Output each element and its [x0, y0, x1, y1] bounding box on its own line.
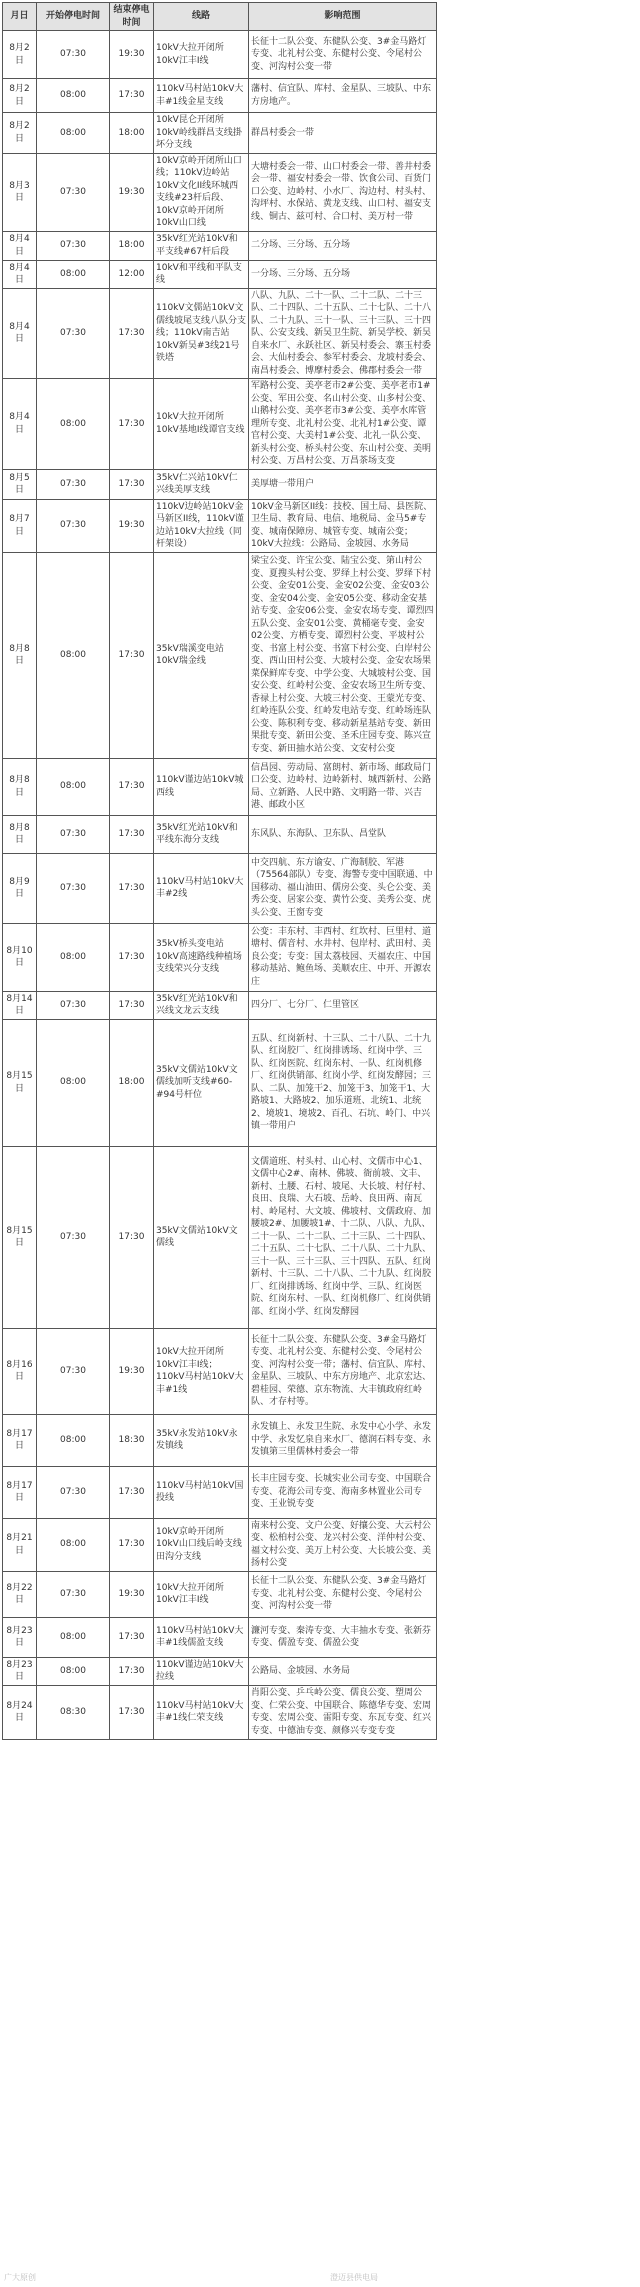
table-row	[3, 758, 437, 815]
table-row	[3, 1328, 437, 1414]
cell-line: 35kV仁兴站10kV仁兴线美厚支线	[154, 469, 249, 499]
cell-scope: 长征十二队公变、东健队公变、3#金马路灯专变、北礼村公变、东健村公变、令尾村公变、河沟村公变一带；藩村、信宜队、库村、金星队、三坡队、中东方房地产、北京宏达、碧桂园、荣德、京东物流、大丰镇政府红岭队、才存村等。	[249, 1328, 437, 1414]
cell-line: 110kV边岭站10kV金马新区II线，110kV谨边站10kV大拉线（同杆架设）	[154, 499, 249, 552]
cell-line: 110kV马村站10kV大丰#1线金星支线	[154, 79, 249, 113]
cell-date: 8月2日	[3, 79, 37, 113]
table-row	[3, 991, 437, 1019]
cell-line: 35kV红光站10kV和平线东海分支线	[154, 815, 249, 853]
cell-end-time: 17:30	[110, 1657, 154, 1685]
cell-date: 8月2日	[3, 31, 37, 79]
cell-end-time: 17:30	[110, 923, 154, 991]
cell-scope: 信昌园、劳动局、富朗村、新市场、邮政局门口公变、边岭村、边岭新村、城西新村、公路局、立新路、人民中路、文明路一带、兴吉港、邮政小区	[249, 758, 437, 815]
table-row	[3, 1019, 437, 1146]
cell-end-time: 18:00	[110, 1019, 154, 1146]
cell-start-time: 07:30	[37, 853, 110, 923]
table-row	[3, 288, 437, 379]
cell-start-time: 07:30	[37, 153, 110, 231]
cell-end-time: 17:30	[110, 758, 154, 815]
cell-start-time: 08:00	[37, 1518, 110, 1571]
cell-end-time: 17:30	[110, 991, 154, 1019]
cell-end-time: 17:30	[110, 1685, 154, 1739]
cell-end-time: 12:00	[110, 260, 154, 288]
cell-start-time: 08:00	[37, 1617, 110, 1657]
cell-start-time: 08:30	[37, 1685, 110, 1739]
cell-start-time: 08:00	[37, 552, 110, 758]
header-scope: 影响范围	[249, 3, 437, 31]
header-end-time: 结束停电时间	[110, 3, 154, 31]
cell-start-time: 08:00	[37, 923, 110, 991]
cell-line: 35kV红光站10kV和平支线#67杆后段	[154, 231, 249, 260]
cell-date: 8月9日	[3, 853, 37, 923]
cell-line: 110kV谨边站10kV大拉线	[154, 1657, 249, 1685]
header-date: 月日	[3, 3, 37, 31]
cell-line: 10kV京岭开闭所10kV山口线后岭支线田沟分支线	[154, 1518, 249, 1571]
table-row	[3, 1146, 437, 1328]
cell-end-time: 17:30	[110, 552, 154, 758]
cell-line: 10kV大拉开闭所10kV江丰I线；110kV马村站10kV大丰#1线	[154, 1328, 249, 1414]
cell-end-time: 17:30	[110, 853, 154, 923]
cell-end-time: 17:30	[110, 815, 154, 853]
watermark-left: 广大原创	[4, 2273, 36, 2282]
table-row	[3, 1657, 437, 1685]
cell-start-time: 08:00	[37, 1019, 110, 1146]
cell-scope: 长丰庄园专变、长城实业公司专变、中国联合专变、花海公司专变、海南多林置业公司专变、王业锐专变	[249, 1466, 437, 1518]
cell-date: 8月3日	[3, 153, 37, 231]
cell-scope: 永发镇上、永发卫生院、永发中心小学、永发中学、永发忆泉自来水厂、德润石料专变、永发镇第三里儒林村委会一带	[249, 1414, 437, 1466]
cell-date: 8月4日	[3, 288, 37, 379]
cell-end-time: 19:30	[110, 31, 154, 79]
table-row	[3, 853, 437, 923]
cell-date: 8月5日	[3, 469, 37, 499]
cell-start-time: 07:30	[37, 1466, 110, 1518]
table-row	[3, 31, 437, 79]
cell-end-time: 19:30	[110, 1571, 154, 1617]
cell-date: 8月17日	[3, 1414, 37, 1466]
cell-start-time: 07:30	[37, 1571, 110, 1617]
header-row	[3, 3, 437, 31]
table-body	[3, 31, 437, 1740]
cell-end-time: 17:30	[110, 1617, 154, 1657]
table-row	[3, 1617, 437, 1657]
table-row	[3, 113, 437, 154]
cell-end-time: 18:00	[110, 231, 154, 260]
cell-start-time: 08:00	[37, 379, 110, 470]
cell-line: 10kV京岭开闭所山口线；110kV边岭站10kV文化II线环城西支线#23杆后段、10kV京岭开闭所10kV山口线	[154, 153, 249, 231]
table-row	[3, 260, 437, 288]
table-row	[3, 552, 437, 758]
cell-date: 8月22日	[3, 1571, 37, 1617]
cell-scope: 大塘村委会一带、山口村委会一带、善井村委会一带、福安村委会一带、饮食公司、百货门口公变、边岭村、小水厂、沟边村、村头村、沟坪村、水保站、黄龙支线、山口村、福安支线、铜古、兹可村、合口村、美万村一带	[249, 153, 437, 231]
cell-start-time: 07:30	[37, 991, 110, 1019]
cell-end-time: 17:30	[110, 288, 154, 379]
cell-line: 35kV桥头变电站10kV高速路线种植场支线荣兴分支线	[154, 923, 249, 991]
cell-date: 8月24日	[3, 1685, 37, 1739]
cell-end-time: 19:30	[110, 499, 154, 552]
cell-scope: 梁宝公变、许宝公变、陆宝公变、第山村公变、夏搜头村公变、罗绎上村公变、罗绎下村公变、金安01公变、金安02公变、金安03公变、金安04公变、金安05公变、移动金安基站专变、金安06公变、金安农场专变、谭烈四五队公变、金安01公变、黄桶毫专变、金安02公变、方栖专变、谭烈村公变、平坡村公变、书富上村公变、书富下村公变、白岸村公变、西山田村公变、大坡村公变、金安农场果菜保鲜库专变、中学公变、大城坡村公变、国安公变、红岭村公变、金安农场卫生所专变、香禄上村公变、大坡三村公变、王蒙光专变、红岭连队公变、红岭发电站专变、红岭场连队公变、陈积利专变、移动新星基站专变、新田果批专变、新田公变、圣禾庄园专变、陈兴宣专变、新田抽水站公变、文安村公变	[249, 552, 437, 758]
cell-scope: 四分厂、七分厂、仁里管区	[249, 991, 437, 1019]
table-row	[3, 379, 437, 470]
cell-start-time: 07:30	[37, 31, 110, 79]
cell-scope: 濂河专变、秦涛专变、大丰抽水专变、张新芬专变、儒盈专变、儒盈公变	[249, 1617, 437, 1657]
cell-line: 110kV马村站10kV大丰#1线仁荣支线	[154, 1685, 249, 1739]
cell-line: 110kV马村站10kV大丰#1线儒盈支线	[154, 1617, 249, 1657]
cell-scope: 中交四航、东方谕安、广海制胶、军港（75564部队）专变、海警专变中国联通、中国移动、福山油田、儒房公变、头仑公变、美秀公变、居家公变、黄竹公变、美秀公变、虎头公变、王窗专变	[249, 853, 437, 923]
cell-line: 35kV文儒站10kV文儒线	[154, 1146, 249, 1328]
cell-scope: 10kV金马新区II线：技校、国土局、县医院、卫生局、教育局、电信、地税局、金马5#专变、城南保障房、城管专变、城南公变；10kV大拉线：公路局、金坡园、水务局	[249, 499, 437, 552]
cell-end-time: 17:30	[110, 379, 154, 470]
cell-scope: 肖阳公变、乒乓岭公变、儒良公变、塑周公变、仁荣公变、中国联合、陈德华专变、宏周专变、宏周公变、雷阳专变、东瓦专变、红兴专变、中德油专变、颜修兴专变专变	[249, 1685, 437, 1739]
cell-line: 10kV大拉开闭所10kV江丰I线	[154, 1571, 249, 1617]
cell-date: 8月23日	[3, 1657, 37, 1685]
cell-end-time: 17:30	[110, 1518, 154, 1571]
cell-date: 8月4日	[3, 231, 37, 260]
cell-end-time: 19:30	[110, 1328, 154, 1414]
table-row	[3, 923, 437, 991]
cell-end-time: 18:00	[110, 113, 154, 154]
cell-date: 8月8日	[3, 815, 37, 853]
cell-start-time: 07:30	[37, 815, 110, 853]
table-row	[3, 1571, 437, 1617]
cell-date: 8月23日	[3, 1617, 37, 1657]
cell-date: 8月16日	[3, 1328, 37, 1414]
cell-scope: 文儒道班、村头村、山心村、文儒市中心1、文儒中心2#、南林、佛坡、衙前坡、文丰、新村、土腰、石村、坡尾、大长坡、村仔村、良田、良瑞、大石坡、岳岭、良田两、南瓦村、岭尾村、大文坡、佛坡村、文儒政府、加腰坡2#、加腰坡1#、十二队、八队、九队、二十一队、二十二队、二十三队、二十四队、二十五队、二十七队、二十八队、二十九队、三十一队、三十三队、三十四队、五队、红岗新村、十三队、二十八队、二十九队、红岗胶厂、红岗排诱场、红岗中学、三队、红岗医院、红岗东村、一队、红岗机修厂、红岗供销部、红岗小学、红岗发酵园	[249, 1146, 437, 1328]
cell-date: 8月7日	[3, 499, 37, 552]
cell-start-time: 07:30	[37, 1328, 110, 1414]
cell-start-time: 07:30	[37, 499, 110, 552]
cell-end-time: 18:30	[110, 1414, 154, 1466]
cell-start-time: 07:30	[37, 469, 110, 499]
cell-scope: 长征十二队公变、东健队公变、3#金马路灯专变、北礼村公变、东健村公变、令尾村公变、河沟村公变一带	[249, 1571, 437, 1617]
cell-end-time: 17:30	[110, 1146, 154, 1328]
cell-end-time: 19:30	[110, 153, 154, 231]
cell-scope: 东风队、东海队、卫东队、昌堂队	[249, 815, 437, 853]
table-row	[3, 79, 437, 113]
cell-scope: 五队、红岗新村、十三队、二十八队、二十九队、红岗胶厂、红岗排诱场、红岗中学、三队、红岗医院、红岗东村、一队、红岗机修厂、红岗供销部、红岗小学、红岗发酵园；三队、二队、加笼干2、加笼干3、加笼干1、大路坡1、大路坡2、加乐道班、北统1、北统2、境坡1、境坡2、百孔、石坑、岭门、中兴镇一带用户	[249, 1019, 437, 1146]
table-row	[3, 1414, 437, 1466]
cell-line: 10kV和平线和平队支线	[154, 260, 249, 288]
table-row	[3, 499, 437, 552]
cell-line: 35kV瑞溪变电站10kV瑞金线	[154, 552, 249, 758]
cell-date: 8月2日	[3, 113, 37, 154]
header-start-time: 开始停电时间	[37, 3, 110, 31]
cell-scope: 群昌村委会一带	[249, 113, 437, 154]
cell-date: 8月4日	[3, 379, 37, 470]
cell-scope: 长征十二队公变、东健队公变、3#金马路灯专变、北礼村公变、东健村公变、令尾村公变、河沟村公变一带	[249, 31, 437, 79]
cell-scope: 公变：丰东村、丰西村、红坎村、巨里村、道塘村、儒音村、水井村、包岸村、武田村、美良公变；专变：国太荔枝园、天福农庄、中国移动基站、鲍鱼场、美顺农庄、中开、开源农庄	[249, 923, 437, 991]
cell-scope: 美厚塘一带用户	[249, 469, 437, 499]
cell-start-time: 08:00	[37, 260, 110, 288]
cell-line: 110kV马村站10kV国投线	[154, 1466, 249, 1518]
cell-line: 110kV谨边站10kV城西线	[154, 758, 249, 815]
cell-line: 35kV红光站10kV和兴线文龙云支线	[154, 991, 249, 1019]
cell-start-time: 07:30	[37, 1146, 110, 1328]
table-row	[3, 1466, 437, 1518]
table-row	[3, 469, 437, 499]
cell-date: 8月4日	[3, 260, 37, 288]
cell-line: 10kV大拉开闭所10kV江丰I线	[154, 31, 249, 79]
cell-scope: 二分场、三分场、五分场	[249, 231, 437, 260]
cell-start-time: 08:00	[37, 1414, 110, 1466]
cell-end-time: 17:30	[110, 79, 154, 113]
cell-end-time: 17:30	[110, 1466, 154, 1518]
cell-line: 10kV大拉开闭所10kV基地I线谭官支线	[154, 379, 249, 470]
cell-scope: 南来村公变、文户公变、好攘公变、大云村公变、松柏村公变、龙兴村公变、洋仲村公变、福文村公变、美万上村公变、大长坡公变、美扬村公变	[249, 1518, 437, 1571]
table-row	[3, 1518, 437, 1571]
cell-line: 35kV文儒站10kV文儒线加听支线#60-#94号杆位	[154, 1019, 249, 1146]
cell-start-time: 08:00	[37, 1657, 110, 1685]
cell-scope: 公路局、金坡园、水务局	[249, 1657, 437, 1685]
footer-watermark	[0, 2270, 436, 2287]
cell-start-time: 08:00	[37, 758, 110, 815]
table-row	[3, 231, 437, 260]
cell-date: 8月8日	[3, 552, 37, 758]
cell-line: 10kV昆仑开闭所10kV岭线群昌支线掛坏分支线	[154, 113, 249, 154]
cell-date: 8月10日	[3, 923, 37, 991]
cell-date: 8月14日	[3, 991, 37, 1019]
cell-start-time: 07:30	[37, 231, 110, 260]
cell-scope: 军路村公变、美亭老市2#公变、美亭老市1#公变、军田公变、名山村公变、山多村公变、山鹅村公变、美亭老市3#公变、美亭水库管理所专变、北礼村公变、北礼村1#公变、谭官村公变、大美村1#公变、北礼一队公变、新头村公变、桥头村公变、东山村公变、美明村公变、万昌村公变、万昌茶场支变	[249, 379, 437, 470]
cell-line: 35kV永发站10kV永发镇线	[154, 1414, 249, 1466]
cell-end-time: 17:30	[110, 469, 154, 499]
table-row	[3, 153, 437, 231]
cell-scope: 八队、九队、二十一队、二十二队、二十三队、二十四队、二十五队、二十七队、二十八队、二十九队、三十一队、三十三队、三十四队、公安支线、新吴卫生院、新吴学校、新吴自来水厂、永跃社区、新吴村委会、寨玉村委会、大仙村委会、参军村委会、龙坡村委会、南昌村委会、博摩村委会、佛郡村委会一带	[249, 288, 437, 379]
outage-schedule-sheet	[2, 2, 436, 1740]
header-line: 线路	[154, 3, 249, 31]
cell-start-time: 08:00	[37, 113, 110, 154]
outage-table	[2, 2, 437, 1740]
cell-scope: 一分场、三分场、五分场	[249, 260, 437, 288]
cell-date: 8月15日	[3, 1019, 37, 1146]
cell-date: 8月21日	[3, 1518, 37, 1571]
watermark-right: 澄迈县供电局	[330, 2273, 378, 2282]
table-row	[3, 1685, 437, 1739]
table-row	[3, 815, 437, 853]
cell-date: 8月15日	[3, 1146, 37, 1328]
cell-start-time: 07:30	[37, 288, 110, 379]
cell-start-time: 08:00	[37, 79, 110, 113]
cell-line: 110kV文儒站10kV文儒线坡尾支线八队分支线；110kV南吉站10kV新吴#3线21号铁塔	[154, 288, 249, 379]
cell-line: 110kV马村站10kV大丰#2线	[154, 853, 249, 923]
cell-date: 8月17日	[3, 1466, 37, 1518]
cell-scope: 藩村、信宜队、库村、金星队、三坡队、中东方房地产。	[249, 79, 437, 113]
cell-date: 8月8日	[3, 758, 37, 815]
